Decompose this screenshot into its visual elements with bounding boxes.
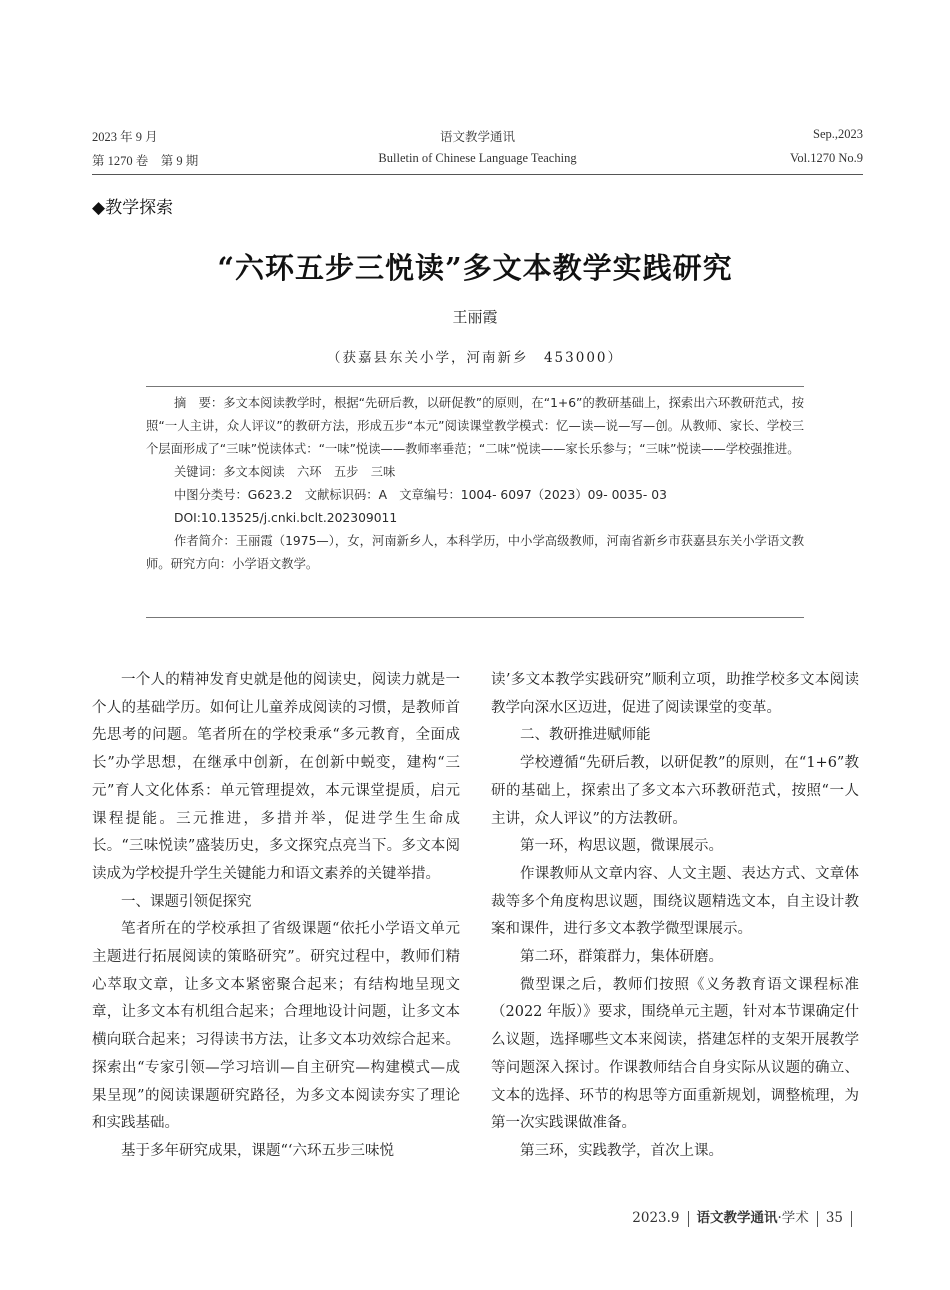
abstract-block	[146, 392, 804, 576]
body-column-right	[491, 667, 859, 1166]
page-footer	[632, 1206, 860, 1227]
step-heading: 第三环，实践教学，首次上课。	[520, 1142, 723, 1159]
body-paragraph: 一个人的精神发育史就是他的阅读史，阅读力就是一个人的基础学历。如何让儿童养成阅读的习惯，是教师首先思考的问题。笔者所在的学校秉承“多元教育，全面成长”办学思想，在继承中创新，在创新中蜕变，建构“三元”育人文化体系：单元管理提效，本元课堂提质，启元课程提能。三元推进，多措并举，促进学生生命成长。“三味悦读”盛装历史，多文探究点亮当下。多文本阅读成为学校提升学生关键能力和语文素养的关键举措。	[92, 672, 460, 882]
header-divider	[92, 174, 863, 175]
footer-journal: 语文教学通讯	[696, 1210, 778, 1226]
section-heading: 一、课题引领促探究	[121, 893, 252, 910]
body-paragraph: 微型课之后，教师们按照《义务教育语文课程标准（2022 年版）》要求，围绕单元主题，针对本节课确定什么议题，选择哪些文本来阅读，搭建怎样的支架开展教学等问题深入探讨。作课教师结合自身实际从议题的确立、文本的选择、环节的构思等方面重新规划，调整梳理，为第一次实践课做准备。	[491, 976, 859, 1132]
footer-divider	[851, 1211, 852, 1227]
page-number: 35	[825, 1210, 843, 1226]
footer-issue: 2023.9	[632, 1210, 680, 1226]
section-tag: ◆教学探索	[92, 198, 174, 218]
header-volume-en: Vol.1270 No.9	[789, 151, 863, 165]
header-date-cn: 2023 年 9 月	[92, 130, 158, 144]
article-title: “六环五步三悦读”多文本教学实践研究	[217, 251, 733, 285]
footer-section: ·学术	[777, 1210, 809, 1226]
body-paragraph: 笔者所在的学校承担了省级课题“依托小学语文单元主题进行拓展阅读的策略研究”。研究过程中，教师们精心萃取文章，让多文本紧密聚合起来；有结构地呈现文章，让多文本有机组合起来；合理地设计问题，让多文本横向联合起来；习得读书方法，让多文本功效综合起来。探索出“专家引领—学习培训—自主研究—构建模式—成果呈现”的阅读课题研究路径，为多文本阅读夯实了理论和实践基础。	[92, 921, 460, 1132]
abstract-author-bio: 作者简介：王丽霞（1975—），女，河南新乡人，本科学历，中小学高级教师，河南省新乡市获嘉县东关小学语文教师。研究方向：小学语文教学。	[146, 534, 804, 571]
body-paragraph: 作课教师从文章内容、人文主题、表达方式、文章体裁等多个角度构思议题，围绕议题精选文本，自主设计教案和课件，进行多文本教学微型课展示。	[491, 865, 859, 938]
body-column-left	[92, 667, 460, 1166]
footer-divider	[688, 1211, 689, 1227]
step-heading: 第二环，群策群力，集体研磨。	[520, 949, 723, 966]
abstract-summary: 摘 要：多文本阅读教学时，根据“先研后教，以研促教”的原则，在“1+6”的教研基础上，探索出六环教研范式，按照“一人主讲，众人评议”的教研方法，形成五步“本元”阅读课堂教学模式：忆—读—说—写—创。从教师、家长、学校三个层面形成了“三味”悦读体式：“一味”悦读——教师率垂范；“二味”悦读——家长乐参与；“三味”悦读——学校强推进。	[146, 396, 804, 456]
article-author: 王丽霞	[452, 308, 498, 326]
body-paragraph: 读’多文本教学实践研究”顺利立项，助推学校多文本阅读教学向深水区迈进，促进了阅读课堂的变革。	[491, 672, 859, 716]
header-row-2	[92, 151, 863, 169]
body-paragraph: 基于多年研究成果，课题“‘六环五步三味悦	[121, 1142, 395, 1159]
header-row-1	[92, 127, 863, 145]
section-heading: 二、教研推进赋师能	[520, 727, 651, 744]
header-date-en: Sep.,2023	[813, 127, 863, 141]
body-paragraph: 学校遵循“先研后教，以研促教”的原则，在“1+6”教研的基础上，探索出了多文本六环教研范式，按照“一人主讲，众人评议”的方法教研。	[491, 755, 859, 827]
abstract-keywords: 关键词：多文本阅读 六环 五步 三味	[174, 465, 396, 479]
header-volume-cn: 第 1270 卷 第 9 期	[92, 154, 199, 168]
author-affiliation: （获嘉县东关小学，河南新乡 453000）	[326, 350, 624, 366]
abstract-bottom-rule	[146, 617, 804, 618]
abstract-classification: 中图分类号：G623.2 文献标识码：A 文章编号：1004- 6097（2023）09- 0035- 03	[174, 488, 667, 502]
header-journal-cn: 语文教学通讯	[439, 130, 516, 144]
footer-divider	[817, 1211, 818, 1227]
header-journal-en: Bulletin of Chinese Language Teaching	[378, 151, 577, 165]
abstract-doi: DOI:10.13525/j.cnki.bclt.202309011	[174, 511, 398, 525]
step-heading: 第一环，构思议题，微课展示。	[520, 838, 723, 855]
abstract-top-rule	[146, 386, 804, 387]
